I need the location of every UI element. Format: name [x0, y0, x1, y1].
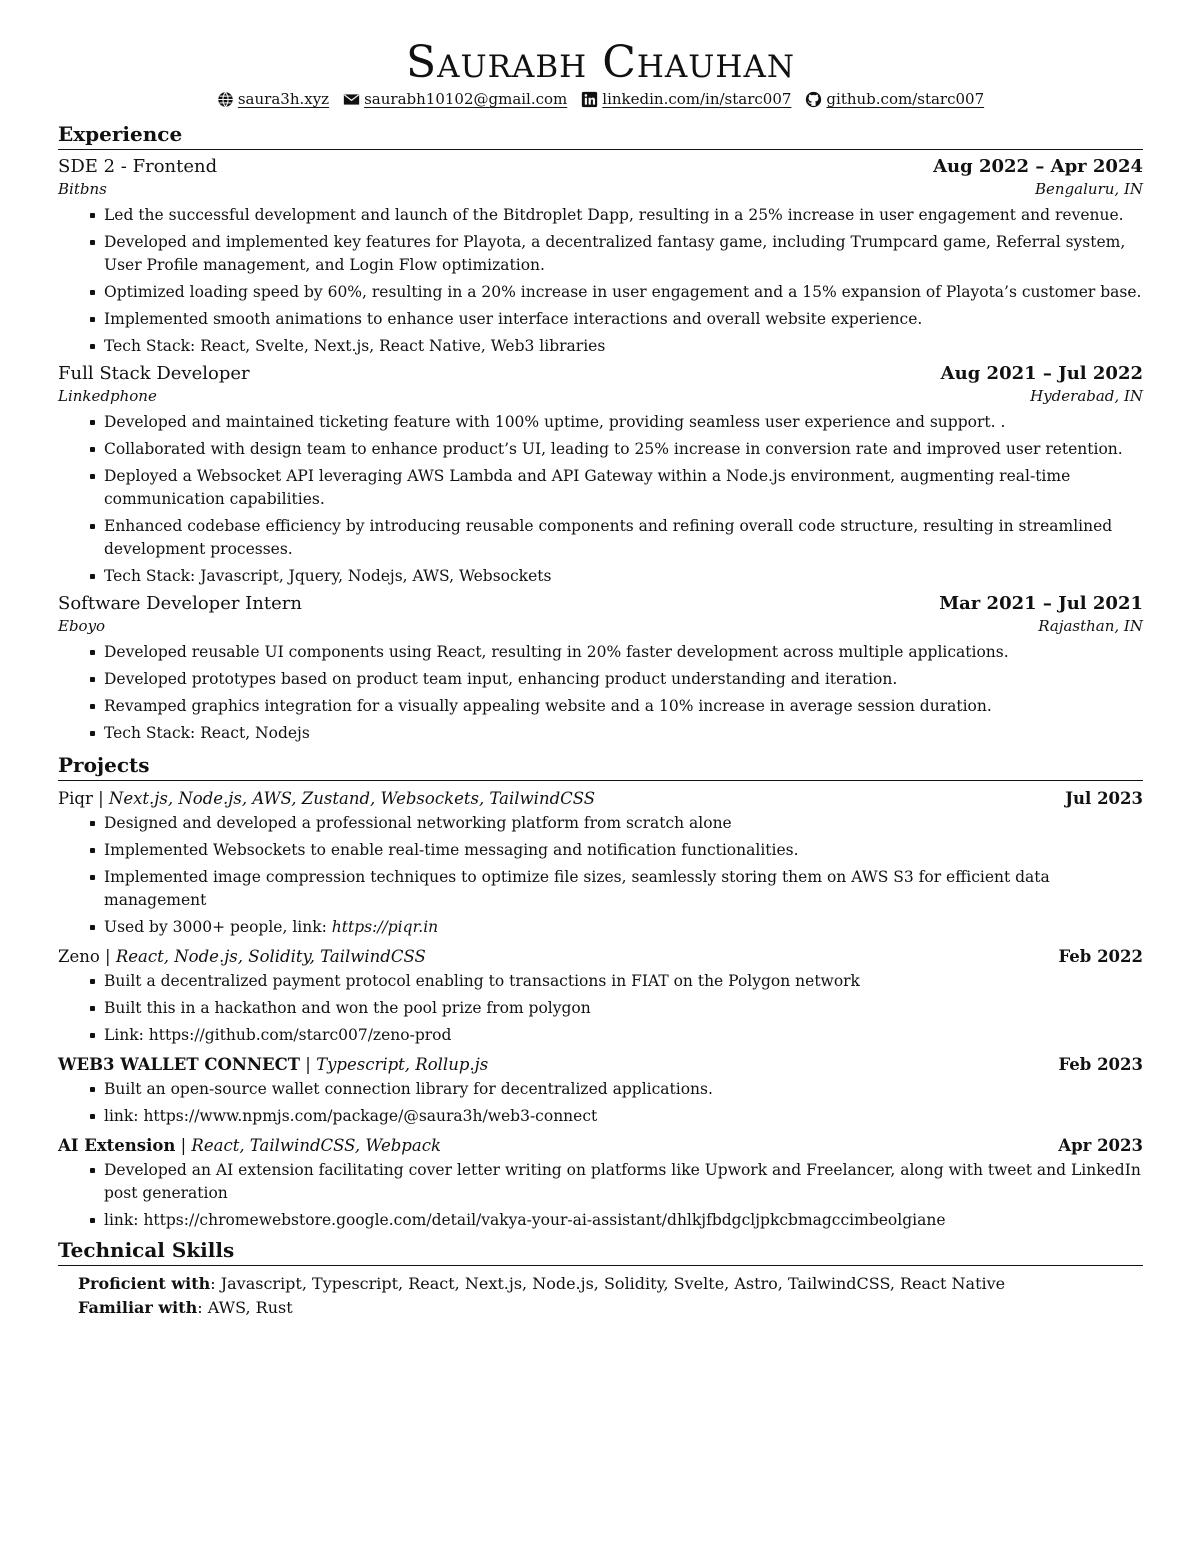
- email-link[interactable]: saurabh10102@gmail.com: [364, 90, 568, 108]
- project-name: Piqr: [58, 789, 93, 808]
- section-title-projects: Projects: [58, 753, 1143, 781]
- project-date: Apr 2023: [1058, 1136, 1143, 1155]
- project-name: AI Extension: [58, 1136, 176, 1155]
- job-bullets: [58, 641, 1143, 745]
- resume-page: [58, 38, 1143, 1320]
- project-separator: |: [92, 789, 109, 808]
- job-location: Bengaluru, IN: [1035, 180, 1143, 198]
- contact-bar: [58, 88, 1143, 110]
- job-dates: Aug 2022 – Apr 2024: [933, 156, 1143, 177]
- skills-label: Proficient with: [78, 1274, 211, 1293]
- project-stack: Next.js, Node.js, AWS, Zustand, Websockets, TailwindCSS: [108, 789, 596, 808]
- projects-section: [58, 753, 1143, 1232]
- contact-email[interactable]: [343, 89, 567, 109]
- job-company: Bitbns: [58, 180, 107, 198]
- project-bullets: [58, 970, 1143, 1047]
- project-stack: React, TailwindCSS, Webpack: [191, 1136, 441, 1155]
- job-role: SDE 2 - Frontend: [58, 156, 218, 177]
- skills-section: [58, 1238, 1143, 1320]
- project-date: Jul 2023: [1065, 789, 1143, 808]
- job-dates: Aug 2021 – Jul 2022: [940, 363, 1143, 384]
- project-bullets: [58, 1159, 1143, 1232]
- job-dates: Mar 2021 – Jul 2021: [939, 593, 1143, 614]
- project-name: WEB3 WALLET CONNECT: [58, 1055, 301, 1074]
- job-entry: [58, 592, 1143, 745]
- job-company: Linkedphone: [58, 387, 157, 405]
- project-separator: |: [99, 947, 116, 966]
- project-bullets: [58, 1078, 1143, 1128]
- list-item: Optimized loading speed by 60%, resulting in a 20% increase in user engagement and a 15% expansion of Playota’s customer base.: [88, 281, 1143, 304]
- project-separator: |: [175, 1136, 192, 1155]
- project-date: Feb 2023: [1058, 1055, 1143, 1074]
- list-item: Implemented smooth animations to enhance user interface interactions and overall website experience.: [88, 308, 1143, 331]
- list-item: Implemented Websockets to enable real-time messaging and notification functionalities.: [88, 839, 1143, 862]
- contact-website[interactable]: [217, 89, 329, 109]
- list-item: Tech Stack: React, Nodejs: [88, 722, 1143, 745]
- list-item: Tech Stack: Javascript, Jquery, Nodejs, AWS, Websockets: [88, 565, 1143, 588]
- contact-linkedin[interactable]: [581, 89, 791, 109]
- project-stack: React, Node.js, Solidity, TailwindCSS: [115, 947, 426, 966]
- project-entry: [58, 787, 1143, 939]
- job-entry: [58, 362, 1143, 588]
- section-title-skills: Technical Skills: [58, 1238, 1143, 1266]
- list-item: Led the successful development and launch of the Bitdroplet Dapp, resulting in a 25% increase in user engagement and revenue.: [88, 204, 1143, 227]
- list-item: Link: https://github.com/starc007/zeno-prod: [88, 1024, 1143, 1047]
- skills-row: [78, 1296, 1143, 1320]
- list-item: Developed an AI extension facilitating cover letter writing on platforms like Upwork and Freelancer, along with tweet and LinkedIn post generation: [88, 1159, 1143, 1205]
- list-item: Collaborated with design team to enhance product’s UI, leading to 25% increase in conversion rate and improved user retention.: [88, 438, 1143, 461]
- list-item: Developed and maintained ticketing feature with 100% uptime, providing seamless user experience and support. .: [88, 411, 1143, 434]
- list-item: Deployed a Websocket API leveraging AWS Lambda and API Gateway within a Node.js environment, augmenting real-time communication capabilities.: [88, 465, 1143, 511]
- skills-label: Familiar with: [78, 1298, 198, 1317]
- project-date: Feb 2022: [1058, 947, 1143, 966]
- list-item: Revamped graphics integration for a visually appealing website and a 10% increase in average session duration.: [88, 695, 1143, 718]
- job-bullets: [58, 411, 1143, 588]
- project-link[interactable]: https://piqr.in: [331, 918, 439, 936]
- github-link[interactable]: github.com/starc007: [826, 90, 985, 108]
- candidate-name: Saurabh Chauhan: [406, 37, 795, 88]
- job-company: Eboyo: [58, 617, 106, 635]
- project-entry: [58, 945, 1143, 1047]
- job-location: Hyderabad, IN: [1030, 387, 1143, 405]
- website-link[interactable]: saura3h.xyz: [237, 90, 330, 108]
- experience-section: [58, 122, 1143, 745]
- project-bullets: [58, 812, 1143, 939]
- list-item: Developed reusable UI components using React, resulting in 20% faster development across multiple applications.: [88, 641, 1143, 664]
- section-title-experience: Experience: [58, 122, 1143, 150]
- linkedin-icon: [581, 91, 598, 108]
- globe-icon: [217, 91, 234, 108]
- list-item: Developed prototypes based on product team input, enhancing product understanding and iteration.: [88, 668, 1143, 691]
- list-item: Enhanced codebase efficiency by introducing reusable components and refining overall code structure, resulting in streamlined development processes.: [88, 515, 1143, 561]
- contact-github[interactable]: [805, 89, 984, 109]
- skills-list: [58, 1272, 1143, 1320]
- list-item: Built a decentralized payment protocol enabling to transactions in FIAT on the Polygon network: [88, 970, 1143, 993]
- list-item-text: Used by 3000+ people, link:: [104, 918, 332, 936]
- project-stack: Typescript, Rollup.js: [316, 1055, 489, 1074]
- list-item: Developed and implemented key features for Playota, a decentralized fantasy game, including Trumpcard game, Referral system, User Profile management, and Login Flow optimization.: [88, 231, 1143, 277]
- skills-row: [78, 1272, 1143, 1296]
- job-role: Full Stack Developer: [58, 363, 250, 384]
- project-entry: [58, 1053, 1143, 1128]
- job-bullets: [58, 204, 1143, 358]
- skills-value: : Javascript, Typescript, React, Next.js, Node.js, Solidity, Svelte, Astro, TailwindCSS, React Native: [210, 1274, 1006, 1293]
- job-location: Rajasthan, IN: [1038, 617, 1143, 635]
- list-item: Implemented image compression techniques to optimize file sizes, seamlessly storing them on AWS S3 for efficient data management: [88, 866, 1143, 912]
- list-item: link: https://chromewebstore.google.com/detail/vakya-your-ai-assistant/dhlkjfbdgcljpkcbmagccimbeolgiane: [88, 1209, 1143, 1232]
- project-name: Zeno: [58, 947, 100, 966]
- list-item: Built an open-source wallet connection library for decentralized applications.: [88, 1078, 1143, 1101]
- list-item: Designed and developed a professional networking platform from scratch alone: [88, 812, 1143, 835]
- list-item: Built this in a hackathon and won the pool prize from polygon: [88, 997, 1143, 1020]
- list-item: Tech Stack: React, Svelte, Next.js, React Native, Web3 libraries: [88, 335, 1143, 358]
- skills-value: : AWS, Rust: [197, 1298, 293, 1317]
- job-role: Software Developer Intern: [58, 593, 302, 614]
- project-separator: |: [300, 1055, 317, 1074]
- mail-icon: [343, 91, 360, 108]
- list-item: link: https://www.npmjs.com/package/@saura3h/web3-connect: [88, 1105, 1143, 1128]
- project-entry: [58, 1134, 1143, 1232]
- list-item: [88, 916, 1143, 939]
- linkedin-link[interactable]: linkedin.com/in/starc007: [602, 90, 792, 108]
- github-icon: [805, 91, 822, 108]
- job-entry: [58, 155, 1143, 358]
